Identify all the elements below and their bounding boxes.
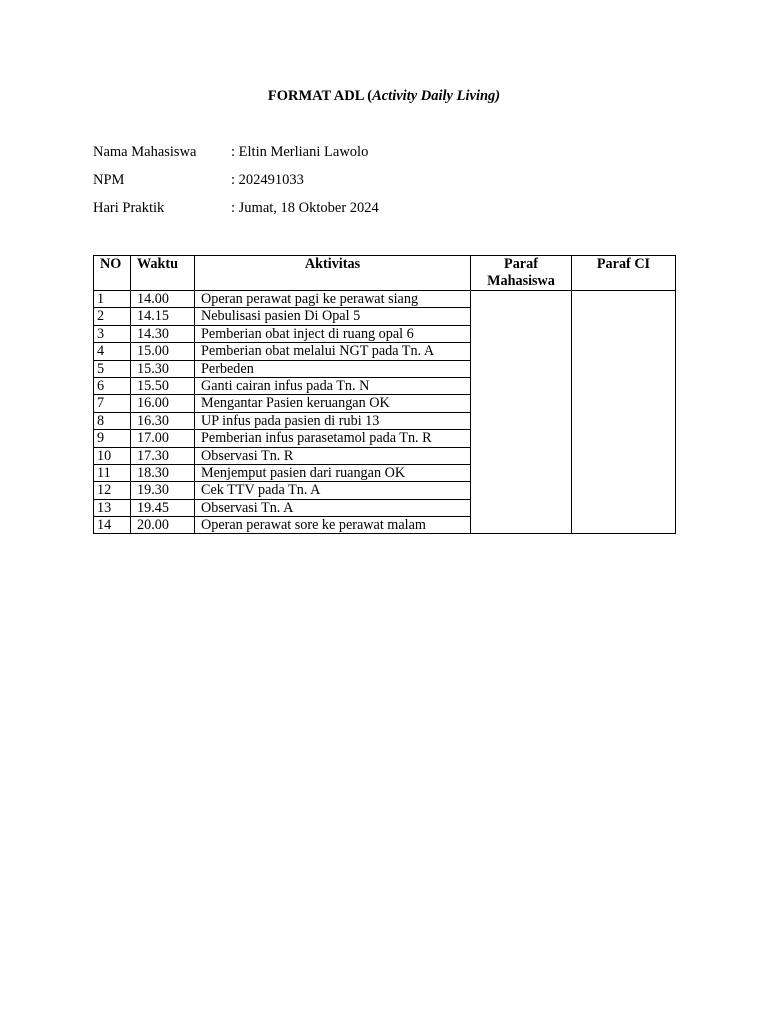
cell-no: 5 (94, 360, 131, 377)
cell-time: 15.50 (131, 377, 195, 394)
title-main: FORMAT ADL ( (267, 88, 373, 104)
info-label: Nama Mahasiswa (93, 144, 197, 160)
title-italic: Activity Daily Living) (372, 88, 501, 104)
cell-no: 4 (94, 343, 131, 360)
cell-activity: Menjemput pasien dari ruangan OK (195, 464, 471, 481)
cell-no: 6 (94, 377, 131, 394)
info-row-day (93, 199, 379, 217)
cell-time: 17.00 (131, 430, 195, 447)
cell-activity: Operan perawat pagi ke perawat siang (195, 291, 471, 308)
info-label: Hari Praktik (93, 200, 165, 216)
info-row-npm (93, 171, 304, 189)
cell-no: 2 (94, 308, 131, 325)
table-body (94, 291, 676, 534)
header-activity: Aktivitas (195, 256, 471, 291)
sign-ci-cell (572, 291, 676, 534)
cell-no: 9 (94, 430, 131, 447)
cell-no: 12 (94, 482, 131, 499)
cell-activity: UP infus pada pasien di rubi 13 (195, 412, 471, 429)
cell-no: 7 (94, 395, 131, 412)
cell-activity: Perbeden (195, 360, 471, 377)
cell-no: 10 (94, 447, 131, 464)
cell-time: 16.30 (131, 412, 195, 429)
table-row (94, 291, 676, 308)
cell-no: 3 (94, 325, 131, 342)
info-value: : Jumat, 18 Oktober 2024 (231, 200, 379, 216)
info-value: : 202491033 (231, 172, 304, 188)
cell-time: 20.00 (131, 517, 195, 534)
sign-student-cell (471, 291, 572, 534)
cell-time: 19.45 (131, 499, 195, 516)
cell-no: 11 (94, 464, 131, 481)
page-title (0, 88, 768, 105)
cell-time: 19.30 (131, 482, 195, 499)
header-time: Waktu (131, 256, 195, 291)
header-no: NO (94, 256, 131, 291)
info-value: : Eltin Merliani Lawolo (231, 144, 369, 160)
cell-activity: Cek TTV pada Tn. A (195, 482, 471, 499)
cell-time: 18.30 (131, 464, 195, 481)
info-label: NPM (93, 172, 125, 188)
cell-no: 14 (94, 517, 131, 534)
cell-no: 8 (94, 412, 131, 429)
cell-activity: Pemberian obat melalui NGT pada Tn. A (195, 343, 471, 360)
cell-activity: Mengantar Pasien keruangan OK (195, 395, 471, 412)
cell-time: 16.00 (131, 395, 195, 412)
cell-time: 15.30 (131, 360, 195, 377)
cell-time: 14.00 (131, 291, 195, 308)
header-sign-student: Paraf Mahasiswa (471, 256, 572, 291)
cell-no: 13 (94, 499, 131, 516)
cell-time: 14.30 (131, 325, 195, 342)
info-row-name (93, 143, 368, 161)
cell-activity: Observasi Tn. R (195, 447, 471, 464)
cell-activity: Observasi Tn. A (195, 499, 471, 516)
adl-table (93, 255, 676, 534)
header-sign-ci: Paraf CI (572, 256, 676, 291)
cell-time: 14.15 (131, 308, 195, 325)
cell-time: 15.00 (131, 343, 195, 360)
cell-activity: Pemberian obat inject di ruang opal 6 (195, 325, 471, 342)
cell-activity: Operan perawat sore ke perawat malam (195, 517, 471, 534)
cell-activity: Pemberian infus parasetamol pada Tn. R (195, 430, 471, 447)
cell-time: 17.30 (131, 447, 195, 464)
cell-no: 1 (94, 291, 131, 308)
cell-activity: Ganti cairan infus pada Tn. N (195, 377, 471, 394)
table-header-row (94, 256, 676, 291)
cell-activity: Nebulisasi pasien Di Opal 5 (195, 308, 471, 325)
